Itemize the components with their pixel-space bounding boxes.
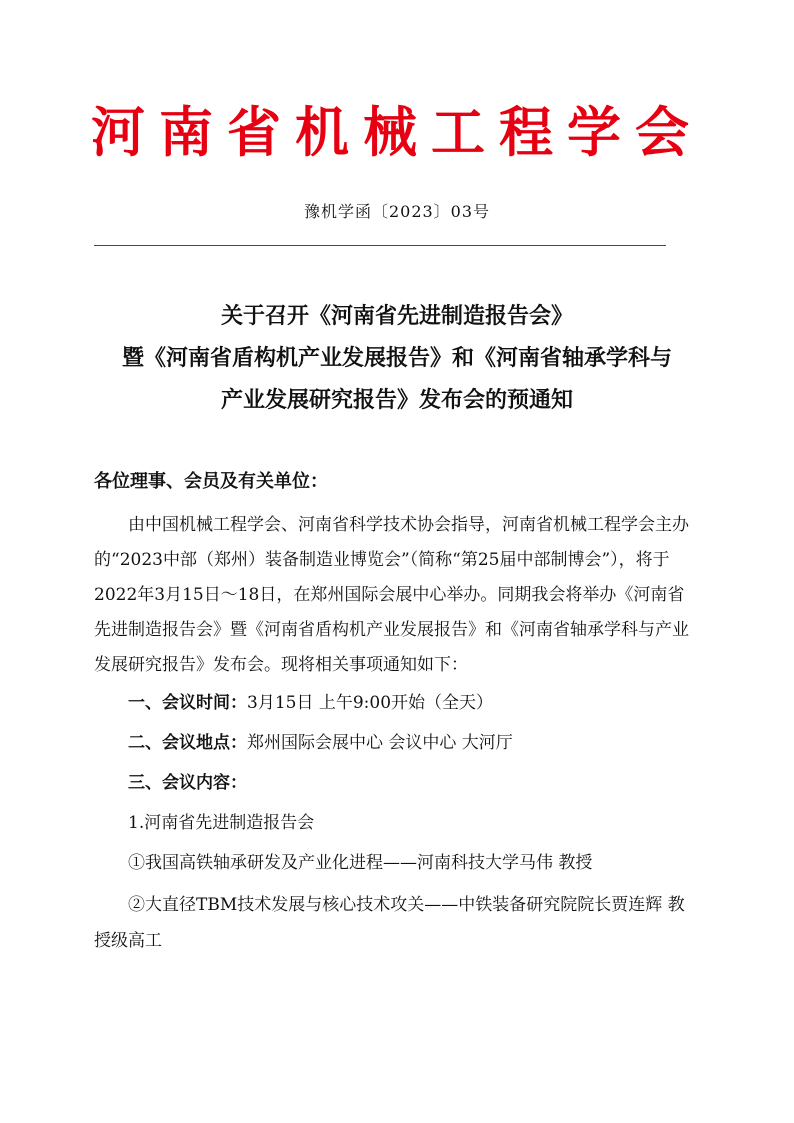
meeting-content-label: 三、会议内容：	[128, 773, 247, 793]
notice-body	[94, 508, 700, 959]
document-number: 豫机学函〔2023〕03号	[303, 202, 491, 221]
org-name-header: 河南省机械工程学会	[91, 100, 703, 164]
meeting-place-label: 二、会议地点：	[128, 733, 247, 753]
notice-title-line-1: 关于召开《河南省先进制造报告会》	[220, 304, 573, 329]
salutation: 各位理事、会员及有关单位：	[94, 471, 328, 492]
notice-title	[60, 296, 734, 422]
talk-item-1: ①我国高铁轴承研发及产业化进程——河南科技大学马伟 教授	[128, 853, 593, 873]
meeting-time-value: 3月15日 上午9:00开始（全天）	[247, 693, 494, 713]
red-divider	[94, 245, 666, 246]
meeting-time-label: 一、会议时间：	[128, 693, 247, 713]
meeting-place	[94, 723, 700, 763]
meeting-content-heading	[94, 763, 700, 803]
meeting-time	[94, 683, 700, 723]
notice-title-line-3: 产业发展研究报告》发布会的预通知	[220, 388, 573, 413]
content-subheading-1: 1.河南省先进制造报告会	[128, 813, 315, 833]
notice-title-line-2: 暨《河南省盾构机产业发展报告》和《河南省轴承学科与	[121, 346, 672, 371]
meeting-place-value: 郑州国际会展中心 会议中心 大河厅	[247, 733, 513, 753]
intro-paragraph: 由中国机械工程学会、河南省科学技术协会指导，河南省机械工程学会主办的“2023中部（郑州）装备制造业博览会”（简称“第25届中部制博会”），将于2022年3月15日～18日，在郑州国际会展中心举办。同期我会将举办《河南省先进制造报告会》暨《河南省盾构机产业发展报告》和《河南省轴承学科与产业发展研究报告》发布会。现将相关事项通知如下：	[94, 515, 689, 675]
talk-item-2: ②大直径TBM技术发展与核心技术攻关——中铁装备研究院院长贾连辉 教授级高工	[94, 895, 685, 951]
